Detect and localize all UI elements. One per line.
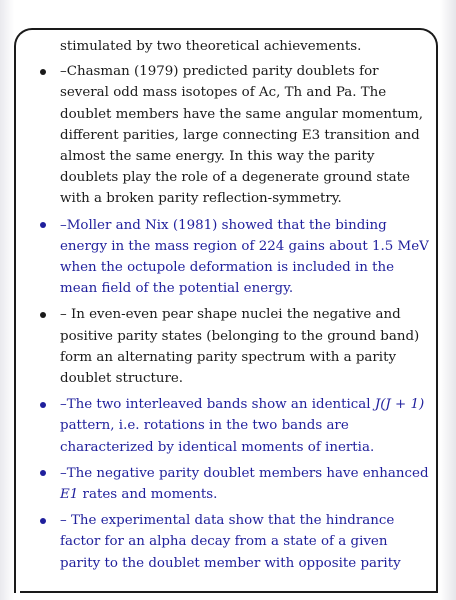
bullet-item-moller-nix (38, 215, 430, 300)
math-expression: E1 (60, 487, 79, 503)
bullet-text (60, 394, 430, 458)
bullet-dot-icon (40, 312, 46, 318)
bullet-dot-icon (40, 69, 46, 75)
bullet-text: –Moller and Nix (1981) showed that the binding energy in the mass region of 224 gains about 1.5 MeV when the octupole deformation is included in the mean field of the potential energy. (60, 217, 429, 297)
text-segment: rates and moments. (78, 487, 218, 503)
bullet-text: – In even-even pear shape nuclei the negative and positive parity states (belonging to the ground band) form an alternating parity spectrum with a parity doublet structure. (60, 307, 420, 387)
bullet-item-chasman (38, 61, 430, 209)
bullet-item-even-even (38, 304, 430, 389)
bullet-item-e1-rates (38, 463, 430, 505)
text-segment: pattern, i.e. rotations in the two bands are characterized by identical moments of inertia. (60, 418, 375, 455)
frame-bottom-border (20, 591, 438, 593)
bullet-dot-icon (40, 402, 46, 408)
bullet-text (60, 463, 430, 505)
bullet-item-interleaved-bands (38, 394, 430, 458)
text-segment: –The negative parity doublet members have enhanced (60, 465, 429, 481)
bullet-text: – The experimental data show that the hindrance factor for an alpha decay from a state of a given parity to the doublet member with opposite parity (60, 513, 401, 571)
bullet-dot-icon (40, 470, 46, 476)
slide-frame (14, 28, 438, 593)
text-segment: –The two interleaved bands show an identical (60, 397, 375, 413)
intro-line: stimulated by two theoretical achievements. (60, 39, 362, 54)
math-expression: J(J + 1) (374, 397, 425, 413)
bullet-text: –Chasman (1979) predicted parity doublets for several odd mass isotopes of Ac, Th and Pa. The doublet members have the same angular momentum, different parities, large connecting E3 transition and almost the same energy. In this way the parity doublets play the role of a degenerate ground state with a broken parity reflection-symmetry. (60, 64, 423, 207)
bullet-dot-icon (40, 222, 46, 228)
slide-content (38, 36, 430, 579)
bullet-item-alpha-decay (38, 510, 430, 574)
bullet-dot-icon (40, 518, 46, 524)
